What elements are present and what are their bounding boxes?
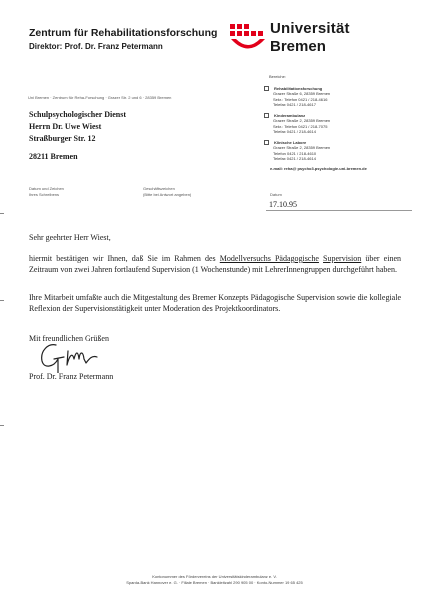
closing: Mit freundlichen Grüßen	[29, 334, 109, 343]
department-line: Grazer Straße 2, 28359 Bremen	[273, 145, 331, 151]
recipient-line: Herrn Dr. Uwe Wiest	[29, 122, 102, 131]
checkbox-icon	[264, 113, 269, 118]
department-name: Kinderambulanz	[274, 113, 306, 118]
department-line: Sekr.: Telefon 0421 / 218-4616	[273, 96, 328, 102]
department-name: Klinische Labore	[274, 140, 307, 145]
university-logo	[228, 22, 268, 56]
department-line: Telefax 0421 / 218-4617	[273, 101, 316, 107]
footer-line-1: Kontonummer des Fördervereins der Universitätskinderambulanz e. V.	[152, 574, 277, 579]
label-geschaeftszeichen: Geschäftszeichen	[143, 186, 175, 191]
fold-mark	[0, 425, 4, 426]
handwritten-signature	[34, 337, 124, 373]
university-name-line1: Universität	[270, 20, 350, 37]
recipient-line: Straßburger Str. 12	[29, 134, 96, 143]
date-underline	[266, 210, 412, 211]
paragraph-2: Ihre Mitarbeit umfaßte auch die Mitgestaltung des Bremer Konzepts Pädagogische Supervision sowie die kollegiale Reflexion der Supervisionstätigkeit unter Moderation des Projektkoordinators.	[29, 293, 401, 313]
department-line: Grazer Straße 2, 28359 Bremen	[273, 118, 331, 124]
university-name-line2: Bremen	[270, 38, 326, 55]
label-ihres: Ihres Schreibens	[29, 192, 60, 197]
department-line: Telefax 0421 / 218-4614	[273, 128, 316, 134]
project-name-underlined: Modellversuchs Pädagogische	[219, 254, 319, 263]
department-block	[264, 86, 330, 107]
recipient-city: 28211 Bremen	[29, 152, 78, 161]
paragraph-1-text-b: über einen Zeitraum von zwei Jahren fortlaufend Supervision (1 Wochenstunde) mit LehrerInnengruppen durchgeführt haben.	[29, 254, 401, 274]
department-line: Sekr.: Telefon 0421 / 218-7075	[273, 123, 328, 129]
footer-line-2: Sparda-Bank Hannover e. G. · Filiale Bremen · Bankleitzahl 290 905 00 · Konto-Nummer 19 65 425	[126, 580, 303, 585]
label-datum: Datum	[270, 192, 282, 197]
departments-heading: Bereiche:	[269, 74, 286, 79]
department-line: Telefon 0421 / 218-4610	[273, 150, 317, 156]
department-block	[264, 113, 330, 134]
label-date-sign: Datum und Zeichen	[29, 186, 64, 191]
director-line: Direktor: Prof. Dr. Franz Petermann	[29, 42, 163, 51]
department-block	[264, 140, 330, 161]
signatory-name: Prof. Dr. Franz Petermann	[29, 372, 114, 381]
fold-mark	[0, 213, 4, 214]
project-name-underlined-2: Supervision	[323, 254, 362, 263]
sender-address-line: Uni Bremen · Zentrum für Reha-Forschung · Grazer Str. 2 und 6 · 28359 Bremen	[28, 95, 172, 100]
email-address: e-mail: reha@ psycho3.psychologie.uni-bremen.de	[270, 166, 367, 171]
checkbox-icon	[264, 140, 269, 145]
letter-date: 17.10.95	[269, 200, 297, 209]
label-bitte: (Bitte bei Antwort angeben)	[143, 192, 192, 197]
institute-name: Zentrum für Rehabilitationsforschung	[29, 27, 218, 39]
salutation: Sehr geehrter Herr Wiest,	[29, 233, 111, 242]
department-line: Grazer Straße 6, 28359 Bremen	[273, 91, 331, 97]
department-line: Telefax 0421 / 218-4614	[273, 155, 316, 161]
paragraph-1	[29, 253, 401, 275]
punch-mark	[0, 300, 4, 301]
recipient-line: Schulpsychologischer Dienst	[29, 110, 126, 119]
paragraph-1-text-a: hiermit bestätigen wir Ihnen, daß Sie im Rahmen des	[29, 254, 220, 263]
department-name: Rehabilitationsforschung	[274, 86, 323, 91]
checkbox-icon	[264, 86, 269, 91]
